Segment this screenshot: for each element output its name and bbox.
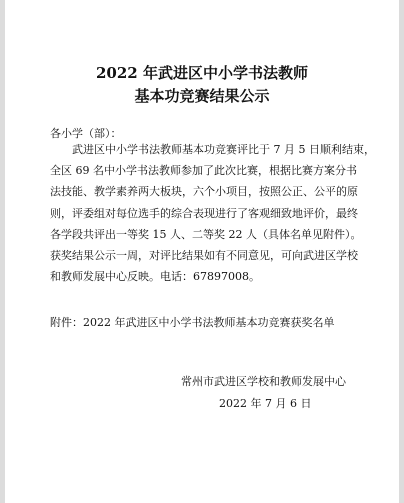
signature-date: 2022 年 7 月 6 日 — [219, 397, 312, 410]
paragraph-line: 法技能、教学素养两大板块，六个小项目，按照公正、公平的原 — [50, 185, 358, 199]
paragraph-line: 和教师发展中心反映。电话：67897008。 — [50, 270, 260, 284]
paragraph-line: 获奖结果公示一周，对评比结果如有不同意见，可向武进区学校 — [50, 248, 358, 262]
announcement-paragraph — [50, 139, 375, 287]
document-title-line-1: 2022 年武进区中小学书法教师 — [96, 64, 308, 82]
salutation: 各小学（部）： — [50, 127, 122, 140]
paragraph-line: 各学段共评出一等奖 15 人、二等奖 22 人（具体名单见附件）。 — [50, 227, 362, 241]
paragraph-line: 则，评委组对每位选手的综合表现进行了客观细致地评价，最终 — [50, 206, 358, 220]
signature-organization: 常州市武进区学校和教师发展中心 — [181, 375, 346, 388]
attachment-note: 附件：2022 年武进区中小学书法教师基本功竞赛获奖名单 — [50, 316, 335, 329]
document-page — [5, 0, 399, 503]
paragraph-line: 全区 69 名中小学书法教师参加了此次比赛，根据比赛方案分书 — [50, 164, 357, 178]
document-title-line-2: 基本功竞赛结果公示 — [134, 87, 270, 105]
paragraph-line: 武进区中小学书法教师基本功竞赛评比于 7 月 5 日顺利结束， — [50, 143, 375, 156]
